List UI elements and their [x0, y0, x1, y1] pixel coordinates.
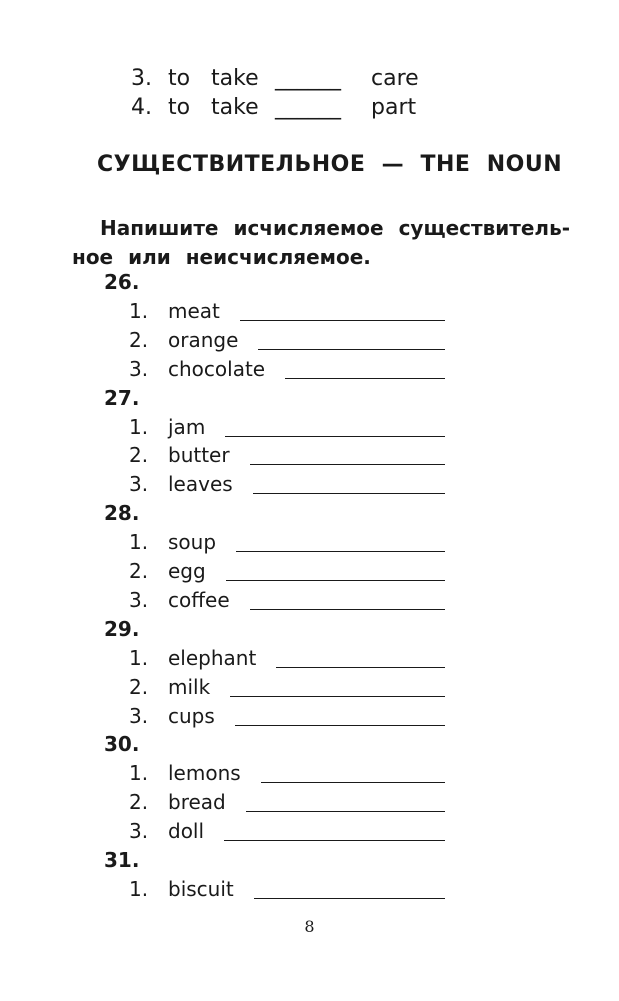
item-word: lemons [168, 761, 241, 786]
list-item [0, 299, 619, 327]
item-number: 3. [129, 703, 149, 728]
item-number: 1. [129, 530, 149, 555]
item-number: 3. [129, 819, 149, 844]
list-item [0, 328, 619, 356]
phrase-word: to [168, 95, 191, 120]
instruction-line: Напишите исчисляемое существитель- [100, 216, 571, 240]
item-number: 2. [129, 790, 149, 815]
answer-line [253, 493, 445, 494]
item-number: 1. [129, 298, 149, 323]
list-item [0, 790, 619, 818]
instruction [72, 214, 571, 272]
answer-blank: ______ [275, 95, 341, 120]
list-item [0, 675, 619, 703]
list-item [0, 357, 619, 385]
item-word: orange [168, 327, 239, 352]
item-word: coffee [168, 587, 230, 612]
item-word: soup [168, 530, 217, 555]
answer-line [250, 609, 445, 610]
answer-line [240, 320, 445, 321]
phrase-word: take [211, 95, 259, 120]
answer-line [258, 349, 445, 350]
list-item [0, 559, 619, 587]
list-item [0, 530, 619, 558]
answer-line [226, 580, 445, 581]
answer-line [225, 436, 445, 437]
answer-line [230, 696, 445, 697]
item-number: 1. [129, 645, 149, 670]
item-number: 1. [129, 761, 149, 786]
page-number: 8 [304, 917, 315, 936]
answer-line [224, 840, 445, 841]
item-word: cups [168, 703, 215, 728]
exercise-number: 30. [104, 732, 140, 757]
item-number: 1. [129, 414, 149, 439]
item-word: doll [168, 819, 205, 844]
item-word: milk [168, 674, 211, 699]
answer-line [250, 464, 445, 465]
answer-line [235, 725, 445, 726]
item-word: egg [168, 559, 206, 583]
list-item [0, 704, 619, 732]
list-item [0, 472, 619, 500]
section-heading: СУЩЕСТВИТЕЛЬНОЕ — THE NOUN [97, 152, 563, 177]
list-item [0, 819, 619, 847]
exercise-number: 26. [104, 270, 140, 294]
answer-line [276, 667, 445, 668]
instruction-line: ное или неисчисляемое. [72, 245, 371, 269]
answer-line [254, 898, 445, 899]
answer-line [285, 378, 445, 379]
item-word: meat [168, 298, 220, 323]
phrase-item [0, 66, 619, 96]
exercise-number: 27. [104, 385, 140, 410]
item-number: 3. [131, 66, 152, 91]
list-item [0, 415, 619, 443]
item-number: 1. [129, 876, 149, 901]
item-word: biscuit [168, 876, 234, 901]
answer-line [236, 551, 445, 552]
list-item [0, 443, 619, 471]
item-number: 2. [129, 443, 149, 468]
item-number: 3. [129, 587, 149, 612]
item-number: 2. [129, 327, 149, 352]
phrase-word: to [168, 66, 191, 91]
exercise-number: 31. [104, 848, 140, 872]
answer-blank: ______ [275, 66, 341, 91]
item-word: bread [168, 790, 226, 815]
item-number: 2. [129, 559, 149, 583]
item-word: elephant [168, 645, 257, 670]
item-number: 3. [129, 356, 149, 381]
item-word: butter [168, 443, 230, 468]
list-item [0, 761, 619, 789]
list-item [0, 877, 619, 905]
answer-line [246, 811, 445, 812]
answer-line [261, 782, 445, 783]
item-number: 4. [131, 95, 152, 120]
list-item [0, 646, 619, 674]
phrase-word: part [371, 95, 417, 120]
item-word: leaves [168, 472, 233, 497]
list-item [0, 588, 619, 616]
phrase-word: take [211, 66, 259, 91]
item-word: chocolate [168, 356, 266, 381]
item-number: 3. [129, 472, 149, 497]
exercise-number: 29. [104, 616, 140, 641]
phrase-item [0, 95, 619, 125]
exercise-number: 28. [104, 501, 140, 526]
item-number: 2. [129, 674, 149, 699]
item-word: jam [168, 414, 206, 439]
phrase-word: care [371, 66, 419, 91]
